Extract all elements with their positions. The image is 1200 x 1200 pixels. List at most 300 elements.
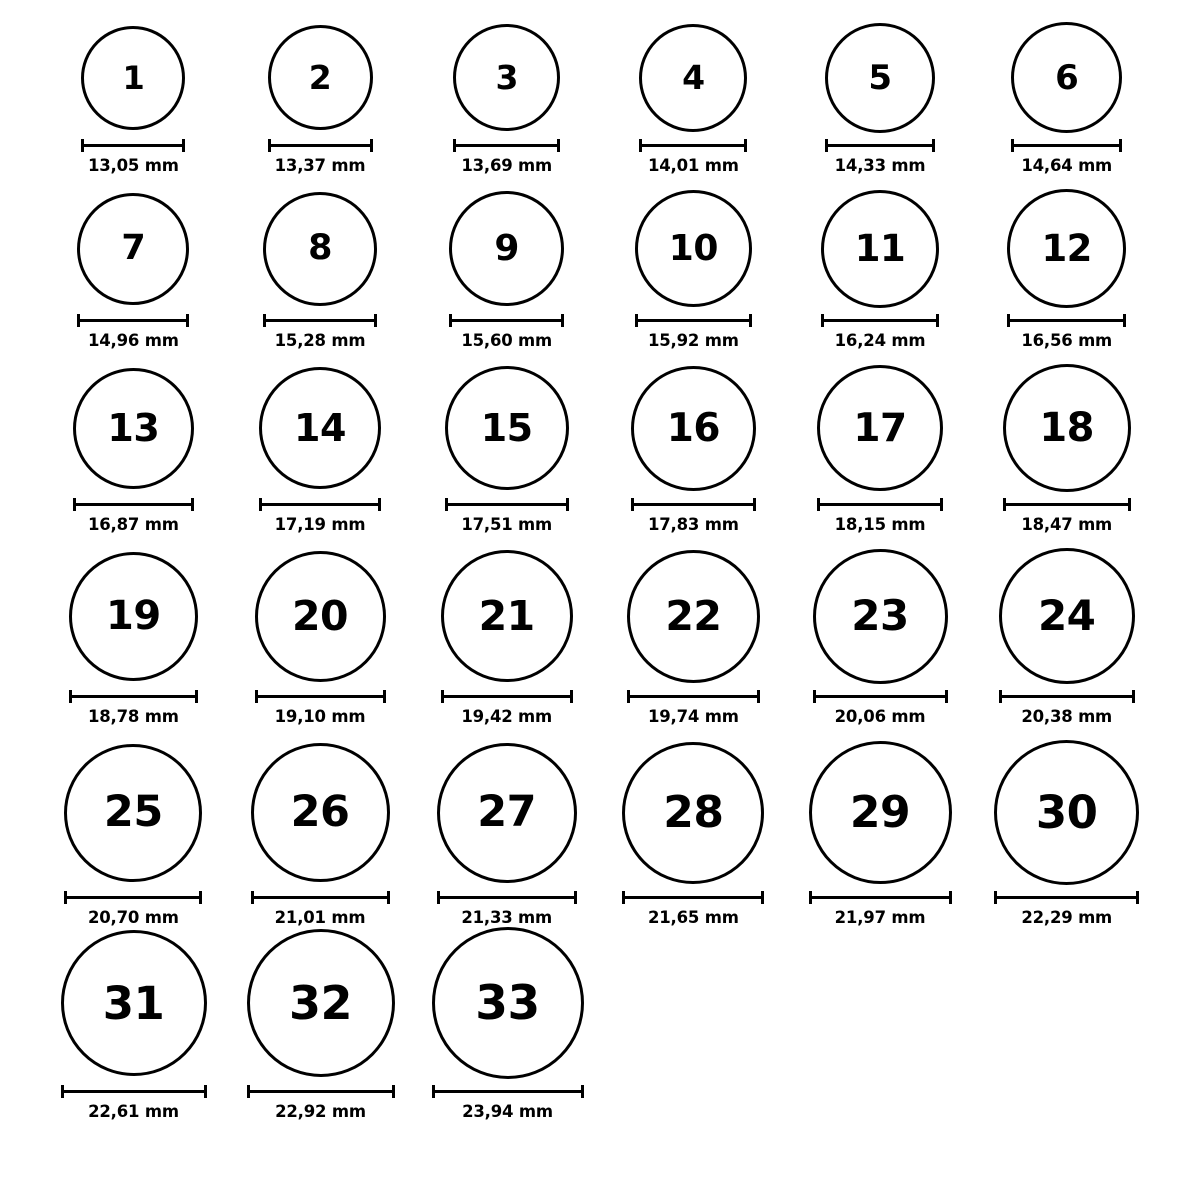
measure-tick-left xyxy=(622,891,625,904)
measure-tick-right xyxy=(378,498,381,511)
diameter-label: 14,01 mm xyxy=(647,156,739,175)
diameter-measure-bar xyxy=(268,139,373,151)
diameter-label: 18,15 mm xyxy=(834,515,926,534)
ring-size-number: 32 xyxy=(288,976,352,1030)
ring-size-cell[interactable] xyxy=(227,927,414,1121)
ring-circle-wrap xyxy=(255,548,386,684)
measure-tick-right xyxy=(182,139,185,152)
ring-circle-icon xyxy=(1011,22,1122,133)
ring-size-cell[interactable] xyxy=(600,548,787,726)
ring-circle-wrap xyxy=(263,189,377,308)
ring-circle-icon xyxy=(437,743,577,883)
diameter-measure-bar xyxy=(64,891,202,903)
ring-size-number: 12 xyxy=(1041,227,1092,270)
ring-circle-wrap xyxy=(1007,189,1126,308)
measure-tick-right xyxy=(370,139,373,152)
ring-size-cell[interactable] xyxy=(40,740,227,927)
ring-circle-icon xyxy=(1007,189,1126,308)
ring-circle-icon xyxy=(268,25,373,130)
diameter-measure-bar xyxy=(259,498,381,510)
ring-size-number: 10 xyxy=(668,227,718,269)
diameter-measure-bar xyxy=(1007,314,1126,326)
ring-circle-icon xyxy=(81,26,185,130)
ring-size-number: 23 xyxy=(851,591,909,640)
measure-line xyxy=(825,144,935,147)
ring-size-cell[interactable] xyxy=(973,364,1160,534)
ring-circle-wrap xyxy=(627,548,760,684)
ring-size-number: 33 xyxy=(475,975,540,1031)
ring-size-row xyxy=(40,548,1160,726)
diameter-measure-bar xyxy=(437,891,577,903)
ring-size-cell[interactable] xyxy=(40,189,227,350)
measure-tick-right xyxy=(949,891,952,904)
ring-circle-icon xyxy=(73,368,194,489)
diameter-label: 13,37 mm xyxy=(274,156,366,175)
measure-line xyxy=(639,144,747,147)
ring-size-number: 8 xyxy=(308,228,332,268)
ring-circle-wrap xyxy=(825,22,935,133)
ring-circle-wrap xyxy=(64,740,202,885)
ring-size-number: 9 xyxy=(494,227,519,269)
measure-tick-left xyxy=(809,891,812,904)
measure-line xyxy=(251,896,390,899)
measure-line xyxy=(268,144,373,147)
ring-size-number: 22 xyxy=(665,591,722,640)
diameter-measure-bar xyxy=(639,139,747,151)
diameter-measure-bar xyxy=(449,314,564,326)
diameter-measure-bar xyxy=(622,891,764,903)
diameter-label: 13,05 mm xyxy=(87,156,179,175)
ring-size-number: 30 xyxy=(1035,786,1098,839)
ring-size-number: 7 xyxy=(121,228,146,268)
measure-tick-right xyxy=(186,314,189,327)
measure-tick-right xyxy=(1123,314,1126,327)
measure-tick-right xyxy=(945,690,948,703)
ring-size-number: 31 xyxy=(102,976,165,1030)
diameter-label: 15,60 mm xyxy=(461,331,553,350)
diameter-label: 16,87 mm xyxy=(87,515,179,534)
diameter-label: 19,42 mm xyxy=(461,707,553,726)
ring-size-cell[interactable] xyxy=(787,189,974,350)
diameter-label: 18,78 mm xyxy=(87,707,179,726)
measure-tick-right xyxy=(566,498,569,511)
diameter-label: 19,10 mm xyxy=(274,707,366,726)
ring-size-number: 29 xyxy=(849,786,911,838)
measure-line xyxy=(81,144,185,147)
ring-size-number: 20 xyxy=(291,591,349,640)
measure-tick-left xyxy=(69,690,72,703)
diameter-measure-bar xyxy=(432,1085,584,1097)
diameter-measure-bar xyxy=(255,690,386,702)
ring-circle-wrap xyxy=(449,189,564,308)
measure-line xyxy=(449,319,564,322)
measure-line xyxy=(441,695,573,698)
ring-size-row xyxy=(40,364,1160,534)
measure-line xyxy=(453,144,560,147)
measure-tick-left xyxy=(247,1085,250,1098)
ring-circle-wrap xyxy=(251,740,390,885)
measure-tick-left xyxy=(639,139,642,152)
diameter-label: 23,94 mm xyxy=(462,1102,553,1121)
ring-size-number: 16 xyxy=(666,405,720,451)
ring-size-cell[interactable] xyxy=(600,22,787,175)
measure-line xyxy=(255,695,386,698)
ring-size-cell[interactable] xyxy=(40,22,227,175)
measure-tick-right xyxy=(191,498,194,511)
measure-tick-right xyxy=(383,690,386,703)
ring-circle-wrap xyxy=(77,189,189,308)
diameter-label: 20,06 mm xyxy=(834,707,926,726)
measure-line xyxy=(61,1090,207,1093)
measure-tick-left xyxy=(817,498,820,511)
measure-tick-right xyxy=(195,690,198,703)
ring-circle-icon xyxy=(453,24,560,131)
measure-tick-left xyxy=(251,891,254,904)
diameter-measure-bar xyxy=(809,891,952,903)
ring-size-number: 17 xyxy=(853,405,907,451)
ring-circle-icon xyxy=(999,548,1135,684)
measure-tick-right xyxy=(744,139,747,152)
diameter-measure-bar xyxy=(627,690,760,702)
ring-size-number: 18 xyxy=(1039,405,1095,451)
measure-tick-left xyxy=(813,690,816,703)
diameter-label: 18,47 mm xyxy=(1021,515,1113,534)
diameter-label: 14,33 mm xyxy=(834,156,926,175)
measure-tick-left xyxy=(1007,314,1010,327)
ring-circle-wrap xyxy=(259,364,381,492)
ring-circle-icon xyxy=(77,193,189,305)
measure-tick-left xyxy=(81,139,84,152)
ring-size-number: 6 xyxy=(1055,57,1079,98)
diameter-measure-bar xyxy=(453,139,560,151)
diameter-label: 13,69 mm xyxy=(461,156,553,175)
ring-size-cell[interactable] xyxy=(787,364,974,534)
diameter-label: 17,83 mm xyxy=(647,515,739,534)
ring-size-cell[interactable] xyxy=(600,740,787,927)
ring-circle-wrap xyxy=(631,364,756,492)
ring-circle-icon xyxy=(825,23,935,133)
diameter-measure-bar xyxy=(631,498,756,510)
diameter-label: 22,29 mm xyxy=(1021,908,1113,927)
ring-size-number: 1 xyxy=(122,58,145,97)
measure-tick-left xyxy=(999,690,1002,703)
ring-size-cell[interactable] xyxy=(413,22,600,175)
measure-line xyxy=(73,503,194,506)
ring-circle-icon xyxy=(639,24,747,132)
ring-size-cell[interactable] xyxy=(227,22,414,175)
measure-line xyxy=(622,896,764,899)
ring-circle-icon xyxy=(809,741,952,884)
ring-circle-wrap xyxy=(69,548,198,684)
ring-circle-icon xyxy=(449,191,564,306)
measure-tick-right xyxy=(570,690,573,703)
ring-size-cell[interactable] xyxy=(413,548,600,726)
measure-tick-right xyxy=(940,498,943,511)
diameter-measure-bar xyxy=(825,139,935,151)
ring-circle-icon xyxy=(817,365,943,491)
measure-tick-left xyxy=(1011,139,1014,152)
measure-line xyxy=(999,695,1135,698)
ring-circle-icon xyxy=(445,366,569,490)
measure-tick-left xyxy=(432,1085,435,1098)
measure-tick-right xyxy=(557,139,560,152)
ring-size-cell[interactable] xyxy=(973,189,1160,350)
ring-circle-icon xyxy=(821,190,939,308)
ring-size-number: 11 xyxy=(854,227,906,270)
measure-tick-right xyxy=(1128,498,1131,511)
measure-line xyxy=(1007,319,1126,322)
diameter-label: 17,51 mm xyxy=(461,515,553,534)
ring-circle-wrap xyxy=(999,548,1135,684)
ring-circle-wrap xyxy=(445,364,569,492)
ring-circle-icon xyxy=(255,551,386,682)
ring-circle-icon xyxy=(631,366,756,491)
ring-size-number: 3 xyxy=(495,58,518,97)
measure-tick-right xyxy=(1132,690,1135,703)
ring-size-number: 5 xyxy=(868,57,892,98)
ring-circle-icon xyxy=(441,550,573,682)
ring-circle-icon xyxy=(263,192,377,306)
diameter-measure-bar xyxy=(247,1085,395,1097)
ring-circle-wrap xyxy=(813,548,948,684)
ring-size-row xyxy=(40,927,1160,1121)
diameter-label: 17,19 mm xyxy=(274,515,366,534)
diameter-label: 16,24 mm xyxy=(834,331,926,350)
measure-tick-left xyxy=(1003,498,1006,511)
diameter-label: 21,33 mm xyxy=(461,908,553,927)
ring-circle-wrap xyxy=(247,927,395,1079)
ring-size-cell[interactable] xyxy=(413,740,600,927)
ring-size-cell[interactable] xyxy=(973,548,1160,726)
diameter-measure-bar xyxy=(69,690,198,702)
diameter-measure-bar xyxy=(821,314,939,326)
ring-size-number: 14 xyxy=(294,406,346,450)
diameter-measure-bar xyxy=(251,891,390,903)
ring-size-row xyxy=(40,22,1160,175)
measure-tick-left xyxy=(821,314,824,327)
ring-circle-wrap xyxy=(1003,364,1131,492)
measure-tick-left xyxy=(631,498,634,511)
ring-circle-icon xyxy=(69,552,198,681)
measure-tick-right xyxy=(574,891,577,904)
measure-line xyxy=(445,503,569,506)
measure-line xyxy=(994,896,1139,899)
ring-circle-wrap xyxy=(994,740,1139,885)
measure-tick-right xyxy=(199,891,202,904)
measure-tick-left xyxy=(449,314,452,327)
measure-tick-left xyxy=(77,314,80,327)
ring-circle-icon xyxy=(64,744,202,882)
measure-line xyxy=(77,319,189,322)
diameter-measure-bar xyxy=(81,139,185,151)
measure-line xyxy=(64,896,202,899)
measure-tick-left xyxy=(73,498,76,511)
diameter-label: 19,74 mm xyxy=(647,707,739,726)
ring-size-number: 19 xyxy=(105,593,161,639)
diameter-measure-bar xyxy=(441,690,573,702)
ring-size-cell[interactable] xyxy=(787,740,974,927)
measure-line xyxy=(1003,503,1131,506)
measure-tick-right xyxy=(387,891,390,904)
measure-tick-left xyxy=(441,690,444,703)
measure-tick-left xyxy=(445,498,448,511)
measure-tick-right xyxy=(932,139,935,152)
measure-line xyxy=(813,695,948,698)
ring-size-number: 21 xyxy=(478,591,535,640)
ring-size-number: 2 xyxy=(308,58,332,97)
ring-circle-wrap xyxy=(1011,22,1122,133)
diameter-measure-bar xyxy=(73,498,194,510)
ring-size-cell[interactable] xyxy=(414,927,601,1121)
ring-circle-wrap xyxy=(817,364,943,492)
measure-tick-right xyxy=(936,314,939,327)
ring-circle-wrap xyxy=(81,22,185,133)
measure-tick-left xyxy=(61,1085,64,1098)
diameter-label: 15,92 mm xyxy=(647,331,739,350)
measure-line xyxy=(809,896,952,899)
ring-circle-wrap xyxy=(635,189,752,308)
ring-size-cell[interactable] xyxy=(787,22,974,175)
ring-size-row xyxy=(40,740,1160,927)
diameter-label: 14,96 mm xyxy=(87,331,179,350)
ring-circle-wrap xyxy=(809,740,952,885)
ring-size-cell[interactable] xyxy=(40,364,227,534)
diameter-measure-bar xyxy=(1003,498,1131,510)
measure-tick-left xyxy=(627,690,630,703)
measure-tick-left xyxy=(635,314,638,327)
measure-tick-right xyxy=(761,891,764,904)
diameter-label: 14,64 mm xyxy=(1021,156,1113,175)
measure-line xyxy=(437,896,577,899)
measure-tick-left xyxy=(64,891,67,904)
diameter-measure-bar xyxy=(1011,139,1122,151)
measure-line xyxy=(1011,144,1122,147)
measure-tick-right xyxy=(753,498,756,511)
ring-size-number: 24 xyxy=(1037,591,1096,640)
measure-tick-left xyxy=(825,139,828,152)
measure-tick-right xyxy=(392,1085,395,1098)
diameter-label: 21,01 mm xyxy=(274,908,366,927)
diameter-measure-bar xyxy=(77,314,189,326)
measure-line xyxy=(635,319,752,322)
ring-circle-icon xyxy=(247,929,395,1077)
ring-size-cell[interactable] xyxy=(227,189,414,350)
diameter-label: 21,65 mm xyxy=(647,908,739,927)
ring-size-number: 13 xyxy=(107,406,160,450)
ring-size-number: 25 xyxy=(103,787,163,837)
ring-circle-icon xyxy=(251,743,390,882)
measure-tick-left xyxy=(437,891,440,904)
measure-tick-right xyxy=(204,1085,207,1098)
ring-circle-icon xyxy=(627,550,760,683)
ring-size-cell[interactable] xyxy=(600,364,787,534)
ring-circle-icon xyxy=(432,927,584,1079)
diameter-measure-bar xyxy=(61,1085,207,1097)
ring-circle-wrap xyxy=(639,22,747,133)
measure-line xyxy=(259,503,381,506)
measure-line xyxy=(263,319,377,322)
diameter-label: 16,56 mm xyxy=(1021,331,1113,350)
diameter-label: 20,70 mm xyxy=(87,908,179,927)
ring-size-number: 27 xyxy=(477,787,537,837)
measure-tick-right xyxy=(1136,891,1139,904)
diameter-label: 21,97 mm xyxy=(834,908,926,927)
ring-size-cell[interactable] xyxy=(227,740,414,927)
diameter-measure-bar xyxy=(817,498,943,510)
ring-size-cell[interactable] xyxy=(227,548,414,726)
measure-tick-right xyxy=(561,314,564,327)
diameter-label: 22,61 mm xyxy=(88,1102,179,1121)
ring-circle-wrap xyxy=(453,22,560,133)
ring-size-number: 28 xyxy=(663,786,724,838)
measure-tick-left xyxy=(263,314,266,327)
ring-size-number: 26 xyxy=(290,787,350,837)
ring-size-cell[interactable] xyxy=(600,189,787,350)
ring-size-row xyxy=(40,189,1160,350)
diameter-label: 15,28 mm xyxy=(274,331,366,350)
measure-tick-left xyxy=(259,498,262,511)
measure-tick-right xyxy=(757,690,760,703)
ring-circle-wrap xyxy=(441,548,573,684)
diameter-measure-bar xyxy=(445,498,569,510)
measure-tick-right xyxy=(374,314,377,327)
ring-circle-wrap xyxy=(73,364,194,492)
diameter-measure-bar xyxy=(263,314,377,326)
diameter-measure-bar xyxy=(994,891,1139,903)
ring-size-cell[interactable] xyxy=(413,189,600,350)
diameter-measure-bar xyxy=(999,690,1135,702)
ring-size-cell[interactable] xyxy=(40,548,227,726)
measure-line xyxy=(432,1090,584,1093)
ring-circle-wrap xyxy=(268,22,373,133)
ring-circle-icon xyxy=(259,367,381,489)
ring-size-cell[interactable] xyxy=(787,548,974,726)
ring-size-number: 15 xyxy=(480,406,533,450)
measure-tick-left xyxy=(994,891,997,904)
measure-line xyxy=(69,695,198,698)
ring-size-cell[interactable] xyxy=(227,364,414,534)
ring-circle-icon xyxy=(635,190,752,307)
measure-tick-left xyxy=(453,139,456,152)
measure-line xyxy=(631,503,756,506)
measure-tick-right xyxy=(749,314,752,327)
measure-line xyxy=(821,319,939,322)
ring-circle-wrap xyxy=(61,927,207,1079)
ring-circle-wrap xyxy=(821,189,939,308)
measure-line xyxy=(817,503,943,506)
ring-size-cell[interactable] xyxy=(40,927,227,1121)
measure-tick-left xyxy=(268,139,271,152)
ring-circle-wrap xyxy=(437,740,577,885)
measure-tick-right xyxy=(1119,139,1122,152)
ring-size-cell[interactable] xyxy=(973,740,1160,927)
measure-tick-right xyxy=(581,1085,584,1098)
measure-line xyxy=(247,1090,395,1093)
ring-size-cell[interactable] xyxy=(413,364,600,534)
ring-size-cell[interactable] xyxy=(973,22,1160,175)
diameter-measure-bar xyxy=(813,690,948,702)
ring-circle-icon xyxy=(1003,364,1131,492)
diameter-label: 22,92 mm xyxy=(275,1102,366,1121)
measure-line xyxy=(627,695,760,698)
ring-circle-wrap xyxy=(432,927,584,1079)
ring-circle-wrap xyxy=(622,740,764,885)
diameter-label: 20,38 mm xyxy=(1021,707,1113,726)
diameter-measure-bar xyxy=(635,314,752,326)
ring-circle-icon xyxy=(622,742,764,884)
ring-circle-icon xyxy=(813,549,948,684)
ring-size-number: 4 xyxy=(682,58,705,97)
